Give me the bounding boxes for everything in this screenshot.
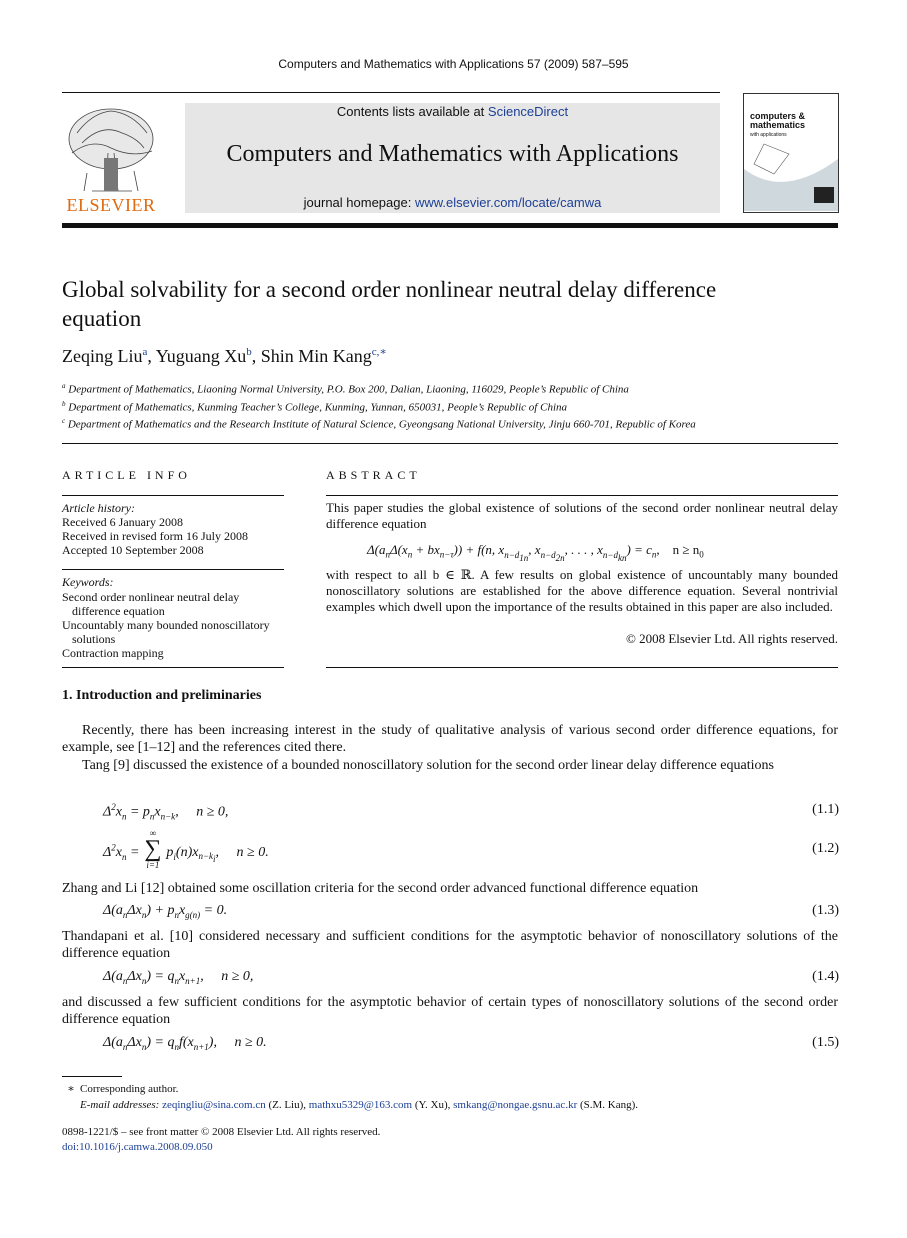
homepage-line: [185, 195, 720, 210]
email-label: E-mail addresses:: [80, 1099, 160, 1111]
issn-line: 0898-1221/$ – see front matter © 2008 Elsevier Ltd. All rights reserved.: [62, 1126, 381, 1138]
equation-1-4: $\Delta(a_n\Delta x_n) = q_nx_{n+1}$, n ≥ 0,: [103, 969, 254, 986]
sciencedirect-link[interactable]: ScienceDirect: [487, 104, 569, 119]
equation-number: (1.5): [812, 1035, 839, 1050]
equation-number: (1.2): [812, 841, 839, 856]
keyword-item: Second order nonlinear neutral delay difference equation: [62, 590, 240, 618]
journal-masthead: [185, 103, 720, 213]
history-accepted: Accepted 10 September 2008: [62, 543, 204, 557]
equation-number: (1.4): [812, 969, 839, 984]
affiliation: [62, 379, 629, 397]
article-history: [62, 501, 284, 557]
affiliation-marker: c: [62, 417, 66, 425]
history-label: Article history:: [62, 501, 135, 515]
keywords-rule: [62, 569, 284, 570]
equation-1-5: $\Delta(a_n\Delta x_n) = q_nf(x_{n+1})$, n ≥ 0.: [103, 1035, 267, 1052]
header-top-rule: [62, 92, 720, 93]
corresponding-note: [62, 1082, 178, 1096]
keywords-label: Keywords:: [62, 575, 114, 589]
abstract-paragraph-2: with respect to all b ∈ ℝ. A few results on global existence of uncountably many bounded nonoscillatory solutions are established for the above difference equation. Several nontrivial examples which dwell upon the importance of the results obtained in this paper are also included.: [326, 567, 838, 614]
equation-1-3: $\Delta(a_n\Delta x_n) + p_nx_{g(n)} = 0$.: [103, 903, 228, 920]
email-link[interactable]: smkang@nongae.gsnu.ac.kr: [453, 1099, 578, 1111]
affiliation-marker: a: [62, 382, 66, 390]
author-affil-marker[interactable]: a: [142, 346, 148, 358]
abstract-paragraph-1: This paper studies the global existence of solutions of the second order nonlinear neutral delay difference equation: [326, 500, 838, 531]
intro-paragraph-3: Zhang and Li [12] obtained some oscillation criteria for the second order advanced functional difference equation: [62, 881, 699, 896]
author-name[interactable]: Yuguang Xu: [155, 346, 247, 366]
history-revised: Received in revised form 16 July 2008: [62, 529, 248, 543]
intro-paragraph-1: Recently, there has been increasing interest in the study of qualitative analysis of various second order difference equations, for example, see [1–12] and the references cited there.: [62, 723, 838, 755]
abstract-equation: $\Delta(a_n\Delta(x_n + bx_{n-\tau})) + f(n$, $x_{n-d_{1n}}$, $x_{n-d_{2n}}$, . . . , $x_{n-d_{kn}}) = c_n$, $n \ge n_0$: [367, 542, 704, 563]
author-name[interactable]: Shin Min Kang: [260, 346, 372, 366]
affiliation-text: Department of Mathematics, Kunming Teacher’s College, Kunming, Yunnan, 650031, People’s Republic of China: [68, 401, 567, 414]
cover-subtitle: with applications: [750, 132, 787, 138]
contents-prefix: Contents lists available at: [336, 104, 488, 119]
affiliation-text: Department of Mathematics, Liaoning Normal University, P.O. Box 200, Dalian, Liaoning, 116029, People’s Republic of China: [68, 383, 629, 396]
author-name[interactable]: Zeqing Liu: [62, 346, 143, 366]
intro-paragraph-2: Tang [9] discussed the existence of a bounded nonoscillatory solution for the second order linear delay difference equations: [82, 758, 774, 773]
email-addresses: [80, 1098, 638, 1112]
abstract-rule: [326, 495, 838, 496]
abstract-copyright: © 2008 Elsevier Ltd. All rights reserved.: [625, 631, 838, 646]
affiliation-marker: b: [62, 400, 66, 408]
keyword-item: Contraction mapping: [62, 646, 164, 660]
corresponding-author-text: Corresponding author.: [80, 1083, 179, 1095]
keyword-item: Uncountably many bounded nonoscillatory solutions: [62, 618, 270, 646]
article-info-heading: ARTICLE INFO: [62, 468, 191, 482]
header-thick-rule: [62, 223, 838, 228]
author-list: Zeqing Liu$^a$, Yuguang Xu$^b$, Shin Min Kang$^{c,∗}$: [62, 346, 387, 366]
history-received: Received 6 January 2008: [62, 515, 183, 529]
author-affil-marker[interactable]: c,∗: [371, 346, 387, 358]
email-owner: (Z. Liu),: [268, 1099, 307, 1111]
info-bottom-rule: [62, 667, 284, 668]
section-heading: 1. Introduction and preliminaries: [62, 688, 262, 703]
journal-citation: Computers and Mathematics with Applications 57 (2009) 587–595: [278, 57, 629, 71]
journal-title: Computers and Mathematics with Applications: [226, 141, 679, 167]
equation-number: (1.3): [812, 903, 839, 918]
affiliations-rule: [62, 443, 838, 444]
footnote-rule: [62, 1076, 122, 1077]
equation-1-1: $\Delta^2x_n = p_nx_{n-k}$, n ≥ 0,: [103, 802, 229, 822]
article-title: Global solvability for a second order nonlinear neutral delay difference equation: [62, 277, 717, 331]
email-link[interactable]: zeqingliu@sina.com.cn: [162, 1099, 266, 1111]
elsevier-tree-icon: [62, 103, 160, 195]
email-owner: (Y. Xu),: [414, 1099, 451, 1111]
article-info-rule: [62, 495, 284, 496]
abstract-heading: ABSTRACT: [326, 468, 421, 482]
affiliation-text: Department of Mathematics and the Research Institute of Natural Science, Gyeongsang National University, Jinju 660-701, Republic of Korea: [67, 418, 696, 431]
email-link[interactable]: mathxu5329@163.com: [308, 1099, 413, 1111]
affiliation: [62, 414, 696, 432]
homepage-prefix: journal homepage:: [303, 195, 415, 210]
email-owner: (S.M. Kang).: [579, 1099, 639, 1111]
intro-paragraph-4: Thandapani et al. [10] considered necessary and sufficient conditions for the asymptotic behavior of nonoscillatory solutions of the difference equation: [62, 929, 838, 961]
author-affil-marker[interactable]: b: [246, 346, 252, 358]
cover-graphic-icon: [744, 139, 838, 211]
footnote-star: ∗: [67, 1083, 75, 1095]
elsevier-logo: [62, 103, 160, 215]
contents-line: [185, 104, 720, 119]
keywords-block: [62, 575, 284, 660]
journal-cover: [743, 93, 839, 213]
publisher-wordmark: ELSEVIER: [66, 195, 156, 215]
affiliation: [62, 397, 567, 415]
doi-link[interactable]: doi:10.1016/j.camwa.2008.09.050: [62, 1141, 213, 1153]
equation-number: (1.1): [812, 802, 839, 817]
equation-1-2: $\Delta^2x_n$ = ∞ ∑ i=1 $p_i(n)x_{n-k_i}$, n ≥ 0.: [103, 828, 269, 870]
intro-paragraph-5: and discussed a few sufficient conditions for the asymptotic behavior of certain types of nonoscillatory solutions of the second order difference equation: [62, 995, 838, 1027]
abstract-bottom-rule: [326, 667, 838, 668]
cover-title: computers & mathematics: [750, 111, 806, 130]
homepage-link[interactable]: www.elsevier.com/locate/camwa: [414, 195, 602, 210]
